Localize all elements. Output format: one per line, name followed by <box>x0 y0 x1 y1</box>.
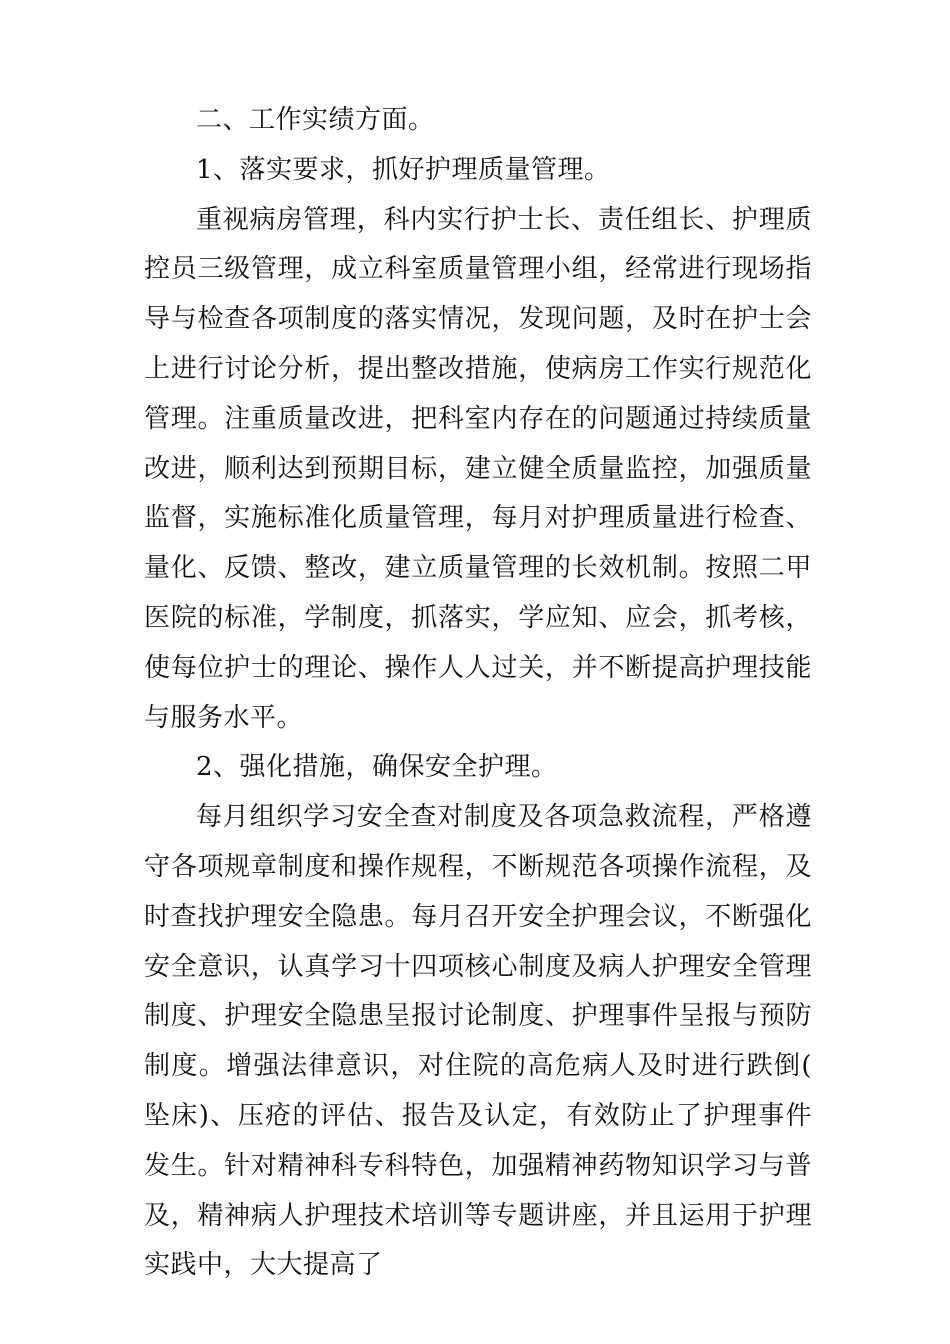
document-body <box>144 96 812 1291</box>
subsection-heading: 2、强化措施，确保安全护理。 <box>196 752 558 783</box>
body-paragraph: 重视病房管理，科内实行护士长、责任组长、护理质控员三级管理，成立科室质量管理小组，经常进行现场指导与检查各项制度的落实情况，发现问题，及时在护士会上进行讨论分析，提出整改措施，使病房工作实行规范化管理。注重质量改进，把科室内存在的问题通过持续质量改进，顺利达到预期目标，建立健全质量监控，加强质量监督，实施标准化质量管理，每月对护理质量进行检查、量化、反馈、整改，建立质量管理的长效机制。按照二甲医院的标准，学制度，抓落实，学应知、应会，抓考核，使每位护士的理论、操作人人过关，并不断提高护理技能与服务水平。 <box>144 204 812 733</box>
subsection-heading: 1、落实要求，抓好护理质量管理。 <box>196 154 611 185</box>
body-paragraph: 每月组织学习安全查对制度及各项急救流程，严格遵守各项规章制度和操作规程，不断规范各项操作流程，及时查找护理安全隐患。每月召开安全护理会议，不断强化安全意识，认真学习十四项核心制度及病人护理安全管理制度、护理安全隐患呈报讨论制度、护理事件呈报与预防制度。增强法律意识，对住院的高危病人及时进行跌倒(坠床)、压疮的评估、报告及认定，有效防止了护理事件发生。针对精神科专科特色，加强精神药物知识学习与普及，精神病人护理技术培训等专题讲座，并且运用于护理实践中，大大提高了 <box>144 802 812 1281</box>
section-heading: 二、工作实绩方面。 <box>196 105 435 135</box>
